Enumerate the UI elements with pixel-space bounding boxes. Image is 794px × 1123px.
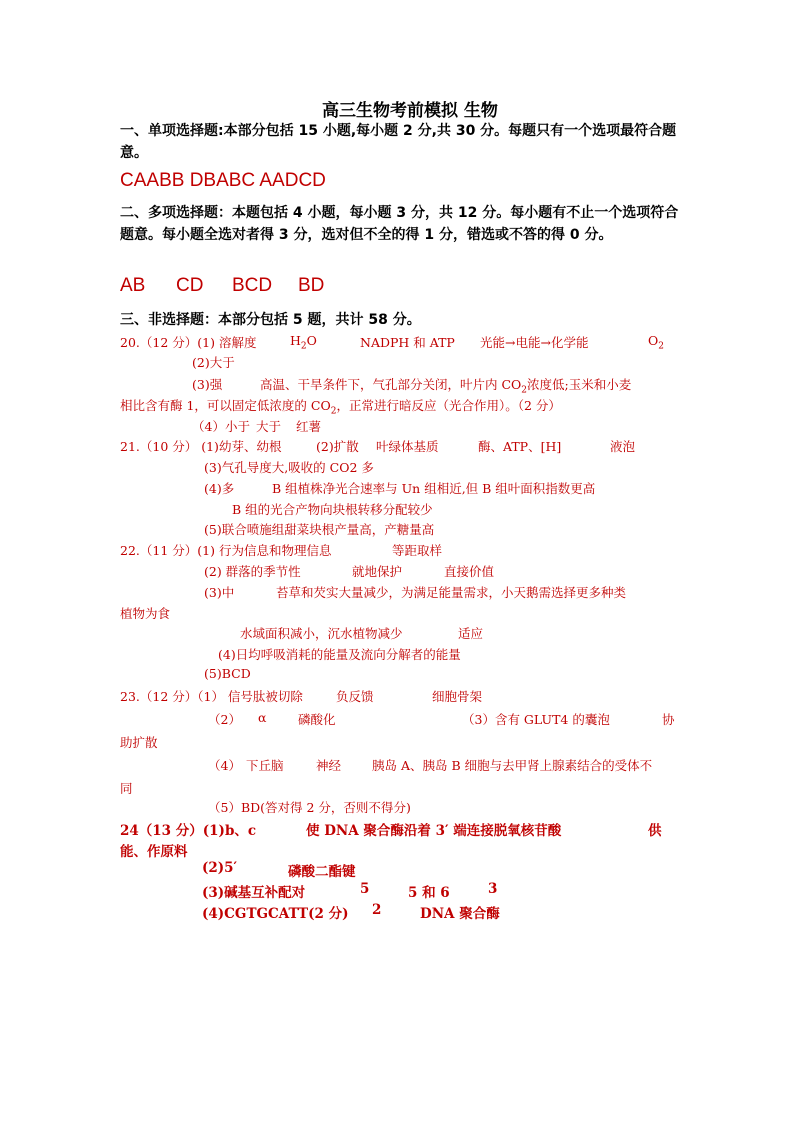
q23-part2-b: α [258,710,267,725]
q24-part2-b: 磷酸二酯键 [288,864,356,880]
q20-part4: （4）小于 [192,419,250,434]
q20-energy: 光能→电能→化学能 [480,335,589,350]
q20-nadph: NADPH 和 ATP [360,335,455,350]
q23-part4: （4） [208,758,241,773]
q21-part1: 21.（10 分） (1)幼芽、幼根 [120,439,282,454]
section2-heading: 二、多项选择题：本题包括 4 小题，每小题 3 分，共 12 分。每小题有不止一个选项符合题意。每小题全选对者得 3 分，选对但不全的得 1 分，错选或不答的得 0 分。 [120,205,679,243]
q23-part5: （5）BD(答对得 2 分，否则不得分) [208,800,411,815]
q20-part4-b: 大于 [256,419,282,434]
q23-part1-b: 负反馈 [336,689,374,704]
q21-part2-d: 液泡 [610,439,636,454]
section3-heading: 三、非选择题：本部分包括 5 题，共计 58 分。 [120,312,421,328]
q24-part1: 24（13 分）(1)b、c [120,823,257,839]
q22-part3-continued: 植物为食 [120,606,171,621]
q23-part2-c: 磷酸化 [298,712,336,727]
q24-part4-b: 2 [372,902,382,918]
q20-h2o: $H_2O$ [290,333,317,352]
section2-answer-1: AB [120,275,146,296]
section1-heading: 一、单项选择题:本部分包括 15 小题,每小题 2 分,共 30 分。每题只有一个选项最符合题意。 [120,123,677,161]
q20-part2: (2)大于 [192,355,235,370]
q21-part2-b: 叶绿体基质 [376,439,439,454]
q22-part3-line2-b: 适应 [458,626,484,641]
q21-part2-c: 酶、ATP、[H] [478,439,562,454]
q22-part3-reason: 苔草和芡实大量减少，为满足能量需求，小天鹅需选择更多种类 [276,585,627,600]
section1-answers: CAABB DBABC AADCD [120,170,326,191]
q23-part4-b: 下丘脑 [246,758,284,773]
q24-part3-b: 5 [360,881,370,897]
q23-part1: 23.（12 分）（1） 信号肽被切除 [120,689,303,704]
q21-part3: (3)气孔导度大,吸收的 CO2 多 [204,460,374,475]
q23-part4-c: 神经 [316,758,342,773]
q21-part4: (4)多 [204,481,235,496]
q21-part5: (5)联合喷施组甜菜块根产量高，产糖量高 [204,522,435,537]
q24-part4: (4)CGTGCATT(2 分) [202,906,349,922]
page-title: 高三生物考前模拟 生物 [322,101,498,121]
q22-part3-line2: 水域面积减小，沉水植物减少 [240,626,403,641]
q22-part5: (5)BCD [204,666,251,681]
q23-part4-continued: 同 [120,781,133,796]
q24-part3-d: 3 [488,881,498,897]
q22-part2-b: 就地保护 [352,564,403,579]
q22-part2: (2) 群落的季节性 [204,564,301,579]
q24-part3-c: 5 和 6 [408,885,450,901]
q20-part1: 20.（12 分）(1) 溶解度 [120,335,257,350]
q22-part1: 22.（11 分）(1) 行为信息和物理信息 [120,543,332,558]
q21-part4-reason: B 组植株净光合速率与 Un 组相近,但 B 组叶面积指数更高 [272,481,596,496]
q23-part2: （2） [208,712,241,727]
q23-part4-d: 胰岛 A、胰岛 B 细胞与去甲肾上腺素结合的受体不 [372,758,653,773]
q24-part4-c: DNA 聚合酶 [420,906,500,922]
q24-part3: (3)碱基互补配对 [202,885,306,901]
q24-part1-continued: 能、作原料 [120,844,188,860]
q21-part4-continued: B 组的光合产物向块根转移分配较少 [232,502,433,517]
q20-part3-reason: 高温、干旱条件下，气孔部分关闭，叶片内 $CO_2$浓度低;玉米和小麦 [260,377,632,396]
section2-answer-3: BCD [232,275,273,296]
q23-part3: （3）含有 GLUT4 的囊泡 [462,712,610,727]
q22-part1-b: 等距取样 [392,543,443,558]
q22-part2-c: 直接价值 [444,564,495,579]
q24-part1-b: 使 DNA 聚合酶沿着 3′ 端连接脱氧核苷酸 [306,823,562,839]
q24-part1-c: 供 [648,823,662,839]
section2-answer-4: BD [298,275,325,296]
q20-part3-continued: 相比含有酶 1，可以固定低浓度的 $CO_2$，正常进行暗反应（光合作用）。（2 分） [120,398,561,417]
q21-part2: (2)扩散 [316,439,359,454]
section2-answer-2: CD [176,275,204,296]
q24-part2: (2)5′ [202,860,238,876]
q23-part3-b: 协 [662,712,675,727]
q23-part3-continued: 助扩散 [120,735,158,750]
q20-part4-c: 红薯 [296,419,322,434]
q20-part3: (3)强 [192,377,223,392]
q22-part3: (3)中 [204,585,235,600]
q20-o2: $O_2$ [648,333,664,352]
q23-part1-c: 细胞骨架 [432,689,483,704]
q22-part4: (4)日均呼吸消耗的能量及流向分解者的能量 [218,647,461,662]
